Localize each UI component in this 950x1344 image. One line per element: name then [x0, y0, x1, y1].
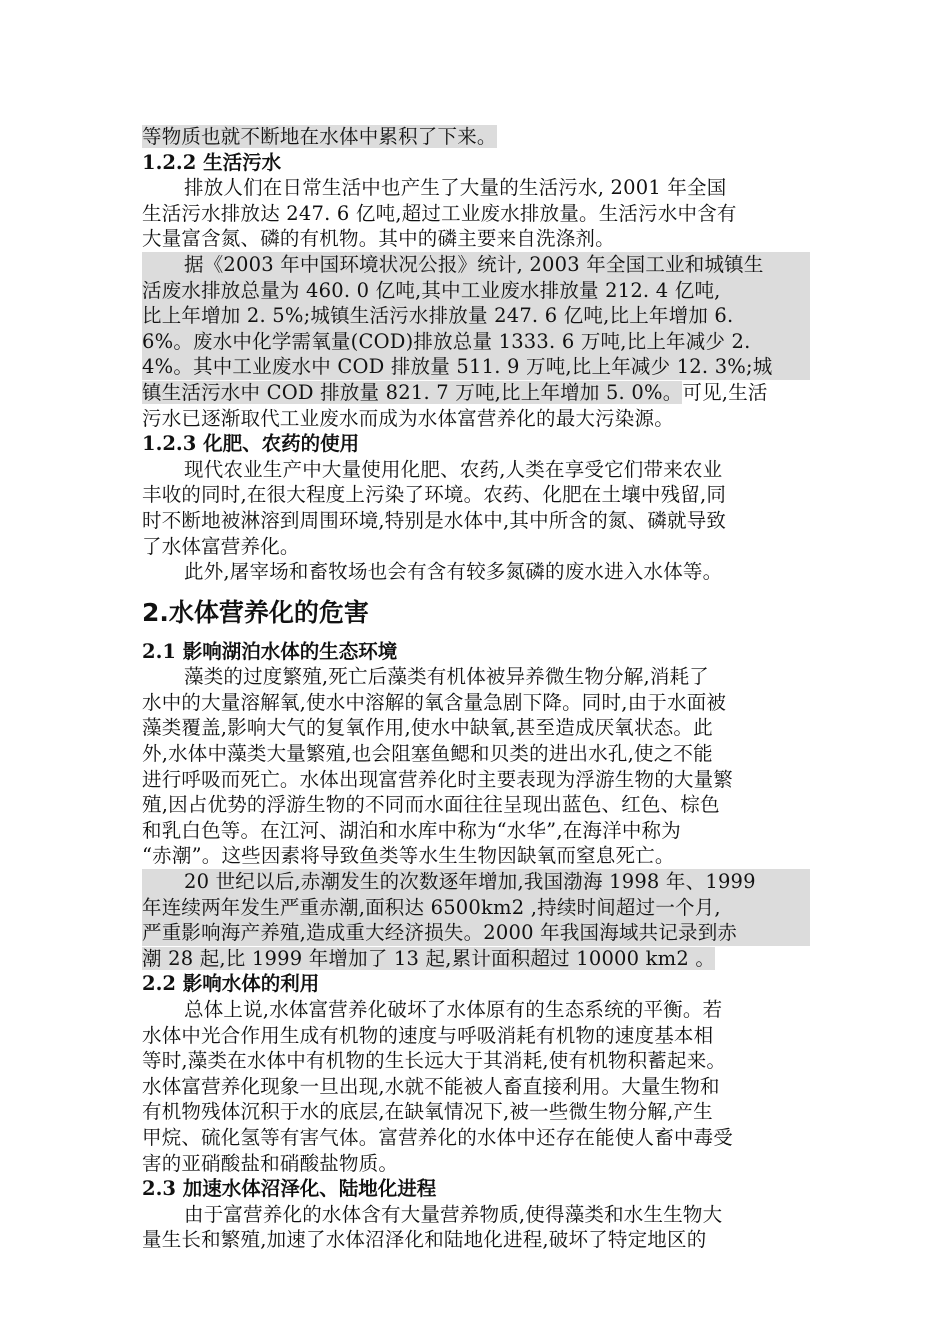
text-line: 水体中光合作用生成有机物的速度与呼吸消耗有机物的速度基本相 [142, 1023, 714, 1047]
text-line: 此外,屠宰场和畜牧场也会有含有较多氮磷的废水进入水体等。 [184, 560, 723, 584]
text-line: 排放人们在日常生活中也产生了大量的生活污水, 2001 年全国 [184, 176, 727, 200]
section-heading-2-2: 2.2 影响水体的利用 [142, 972, 320, 996]
section-heading-2-3: 2.3 加速水体沼泽化、陆地化进程 [142, 1177, 437, 1201]
text-line: “赤潮”。这些因素将导致鱼类等水生生物因缺氧而窒息死亡。 [142, 844, 675, 868]
text-line: 了水体富营养化。 [142, 534, 300, 558]
paragraph [142, 664, 810, 869]
text-line: 现代农业生产中大量使用化肥、农药,人类在享受它们带来农业 [184, 457, 723, 481]
text-line: 进行呼吸而死亡。水体出现富营养化时主要表现为浮游生物的大量繁 [142, 767, 734, 791]
text-line: 等时,藻类在水体中有机物的生长远大于其消耗,使有机物积蓄起来。 [142, 1049, 727, 1073]
paragraph [142, 997, 810, 1176]
text-line: 和乳白色等。在江河、湖泊和水库中称为“水华”,在海洋中称为 [142, 818, 681, 842]
chapter-heading-2: 2.水体营养化的危害 [142, 597, 369, 627]
text-line: 活废水排放总量为 460. 0 亿吨,其中工业废水排放量 212. 4 亿吨, [142, 278, 810, 304]
paragraph [142, 1202, 810, 1253]
text-line: 大量富含氮、磷的有机物。其中的磷主要来自洗涤剂。 [142, 227, 615, 251]
document-body [142, 124, 810, 1253]
paragraph-highlighted [142, 252, 810, 431]
text-line: 水体富营养化现象一旦出现,水就不能被人畜直接利用。大量生物和 [142, 1074, 720, 1098]
text-line: 据《2003 年中国环境状况公报》统计, 2003 年全国工业和城镇生 [142, 252, 810, 278]
text-line: 镇生活污水中 COD 排放量 821. 7 万吨,比上年增加 5. 0%。可见,生活 [142, 380, 768, 404]
paragraph-highlighted [142, 869, 810, 971]
text-line: 有机物残体沉积于水的底层,在缺氧情况下,被一些微生物分解,产生 [142, 1100, 713, 1124]
text-line: 潮 28 起,比 1999 年增加了 13 起,累计面积超过 10000 km2 。 [142, 946, 716, 970]
text-line: 严重影响海产养殖,造成重大经济损失。2000 年我国海域共记录到赤 [142, 920, 810, 946]
paragraph [142, 175, 810, 252]
text-line: 6%。废水中化学需氧量(COD)排放总量 1333. 6 万吨,比上年减少 2. [142, 329, 810, 355]
text-line: 4%。其中工业废水中 COD 排放量 511. 9 万吨,比上年减少 12. 3%;城 [142, 354, 810, 380]
text-line: 殖,因占优势的浮游生物的不同而水面往往呈现出蓝色、红色、棕色 [142, 793, 720, 817]
section-heading-1-2-3: 1.2.3 化肥、农药的使用 [142, 432, 360, 456]
text-line: 由于富营养化的水体含有大量营养物质,使得藻类和水生生物大 [184, 1202, 723, 1226]
text-line: 藻类覆盖,影响大气的复氧作用,使水中缺氧,甚至造成厌氧状态。此 [142, 716, 713, 740]
text-line: 甲烷、硫化氢等有害气体。富营养化的水体中还存在能使人畜中毒受 [142, 1125, 734, 1149]
text-line: 年连续两年发生严重赤潮,面积达 6500km2 ,持续时间超过一个月, [142, 895, 810, 921]
text-line: 生活污水排放达 247. 6 亿吨,超过工业废水排放量。生活污水中含有 [142, 201, 737, 225]
text-line: 藻类的过度繁殖,死亡后藻类有机体被异养微生物分解,消耗了 [184, 665, 709, 689]
text-line: 污水已逐渐取代工业废水而成为水体富营养化的最大污染源。 [142, 406, 674, 430]
text-line: 时不断地被淋溶到周围环境,特别是水体中,其中所含的氮、磷就导致 [142, 508, 727, 532]
text-line: 总体上说,水体富营养化破坏了水体原有的生态系统的平衡。若 [184, 998, 723, 1021]
text-line: 20 世纪以后,赤潮发生的次数逐年增加,我国渤海 1998 年、1999 [142, 869, 810, 895]
section-heading-2-1: 2.1 影响湖泊水体的生态环境 [142, 639, 398, 663]
text-line: 水中的大量溶解氧,使水中溶解的氧含量急剧下降。同时,由于水面被 [142, 690, 727, 714]
text-line: 丰收的同时,在很大程度上污染了环境。农药、化肥在土壤中残留,同 [142, 483, 727, 507]
section-heading-1-2-2: 1.2.2 生活污水 [142, 150, 282, 174]
paragraph [142, 457, 810, 585]
text-line: 比上年增加 2. 5%;城镇生活污水排放量 247. 6 亿吨,比上年增加 6. [142, 303, 810, 329]
text-line: 害的亚硝酸盐和硝酸盐物质。 [142, 1151, 399, 1175]
text-line: 外,水体中藻类大量繁殖,也会阻塞鱼鳃和贝类的进出水孔,使之不能 [142, 742, 713, 766]
text-line: 量生长和繁殖,加速了水体沼泽化和陆地化进程,破坏了特定地区的 [142, 1228, 707, 1252]
text-line: 等物质也就不断地在水体中累积了下来。 [142, 125, 497, 148]
